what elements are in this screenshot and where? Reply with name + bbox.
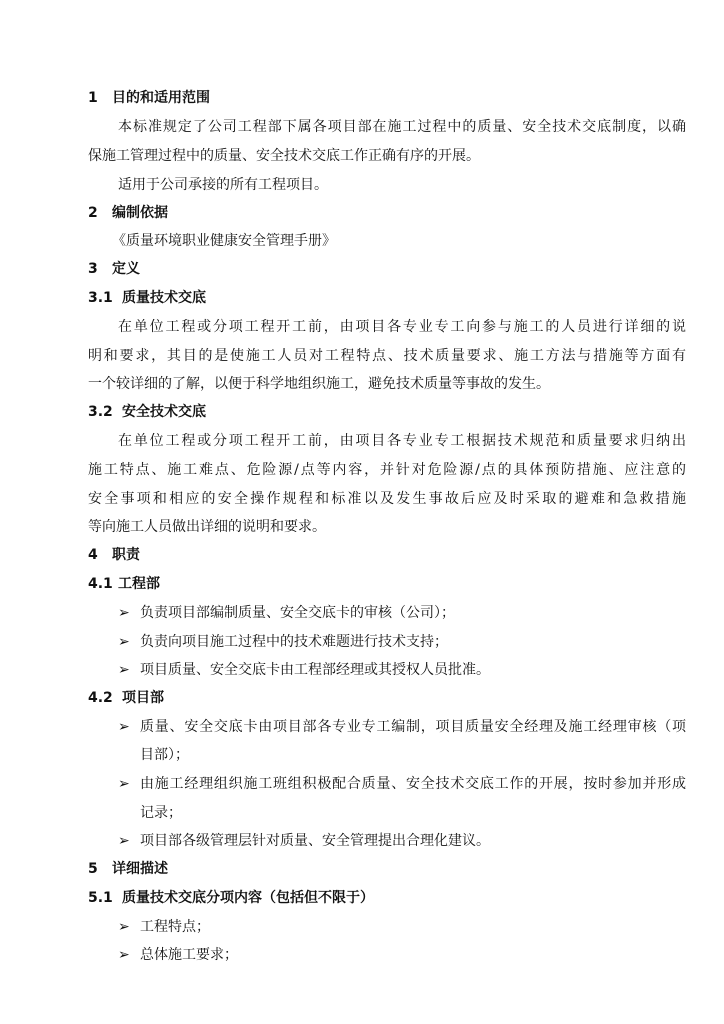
- s31-line2: 明和要求，其目的是使施工人员对工程特点、技术质量要求、施工方法与措施等方面有: [88, 348, 686, 364]
- list-item: [118, 632, 448, 652]
- list-item-text: 由施工经理组织施工班组积极配合质量、安全技术交底工作的开展，按时参加并形成: [140, 776, 686, 792]
- list-item-continuation: 目部）；: [140, 747, 189, 763]
- arrow-bullet-icon: ➢: [118, 833, 130, 849]
- s1-para2: 适用于公司承接的所有工程项目。: [118, 177, 328, 193]
- section-title: 质量技术交底分项内容（包括但不限于）: [122, 890, 374, 906]
- s32-line1: 在单位工程或分项工程开工前，由项目各专业专工根据技术规范和质量要求归纳出: [118, 433, 686, 449]
- section-number: 5: [88, 861, 98, 877]
- arrow-bullet-icon: ➢: [118, 634, 130, 650]
- list-item-text: 项目部各级管理层针对质量、安全管理提出合理化建议。: [140, 833, 490, 849]
- section-1-heading: [88, 88, 210, 108]
- list-item: [118, 917, 210, 937]
- section-title: 详细描述: [112, 861, 168, 877]
- section-title: 安全技术交底: [122, 404, 206, 420]
- section-number: 1: [88, 90, 98, 106]
- section-5-heading: [88, 859, 168, 879]
- section-number: 3.1: [88, 290, 113, 306]
- s31-line3: 一个较详细的了解，以便于科学地组织施工，避免技术质量等事故的发生。: [88, 376, 550, 392]
- section-4-2-heading: [88, 688, 164, 708]
- section-number: 2: [88, 205, 98, 221]
- list-item-text: 负责项目部编制质量、安全交底卡的审核（公司）；: [140, 605, 455, 621]
- arrow-bullet-icon: ➢: [118, 947, 130, 963]
- section-number: 3.2: [88, 404, 113, 420]
- section-number: 5.1: [88, 890, 113, 906]
- s32-line2: 施工特点、施工难点、危险源/点等内容，并针对危险源/点的具体预防措施、应注意的: [88, 462, 686, 478]
- section-2-heading: [88, 203, 168, 223]
- list-item-text: 项目质量、安全交底卡由工程部经理或其授权人员批准。: [140, 662, 490, 678]
- list-item: [118, 774, 686, 794]
- section-title: 目的和适用范围: [112, 90, 210, 106]
- list-item-text: 质量、安全交底卡由项目部各专业专工编制，项目质量安全经理及施工经理审核（项: [140, 719, 686, 735]
- list-item: [118, 717, 686, 737]
- arrow-bullet-icon: ➢: [118, 605, 130, 621]
- section-title: 编制依据: [112, 205, 168, 221]
- section-3-1-heading: [88, 288, 206, 308]
- section-number: 3: [88, 261, 98, 277]
- list-item: [118, 831, 490, 851]
- list-item-text: 总体施工要求；: [140, 947, 238, 963]
- arrow-bullet-icon: ➢: [118, 919, 130, 935]
- s32-line3: 安全事项和相应的安全操作规程和标准以及发生事故后应及时采取的避难和急救措施: [88, 491, 686, 507]
- section-title: 定义: [112, 261, 140, 277]
- s2-reference: 《质量环境职业健康安全管理手册》: [112, 233, 336, 249]
- list-item: [118, 603, 455, 623]
- section-3-heading: [88, 259, 140, 279]
- list-item: [118, 660, 490, 680]
- list-item-continuation: 记录；: [140, 805, 182, 821]
- section-number: 4.1: [88, 576, 113, 592]
- s1-para1-line1: 本标准规定了公司工程部下属各项目部在施工过程中的质量、安全技术交底制度，以确: [118, 119, 686, 135]
- section-4-heading: [88, 545, 140, 565]
- section-number: 4.2: [88, 690, 113, 706]
- arrow-bullet-icon: ➢: [118, 776, 130, 792]
- section-4-1-heading: [88, 574, 160, 594]
- arrow-bullet-icon: ➢: [118, 719, 130, 735]
- section-number: 4: [88, 547, 98, 563]
- s31-line1: 在单位工程或分项工程开工前，由项目各专业专工向参与施工的人员进行详细的说: [118, 319, 686, 335]
- list-item-text: 负责向项目施工过程中的技术难题进行技术支持；: [140, 634, 448, 650]
- section-3-2-heading: [88, 402, 206, 422]
- arrow-bullet-icon: ➢: [118, 662, 130, 678]
- section-title: 工程部: [118, 576, 160, 592]
- list-item-text: 工程特点；: [140, 919, 210, 935]
- s1-para1-line2: 保施工管理过程中的质量、安全技术交底工作正确有序的开展。: [88, 148, 480, 164]
- section-title: 项目部: [122, 690, 164, 706]
- section-5-1-heading: [88, 888, 374, 908]
- section-title: 职责: [112, 547, 140, 563]
- section-title: 质量技术交底: [122, 290, 206, 306]
- s32-line4: 等向施工人员做出详细的说明和要求。: [88, 519, 326, 535]
- list-item: [118, 945, 238, 965]
